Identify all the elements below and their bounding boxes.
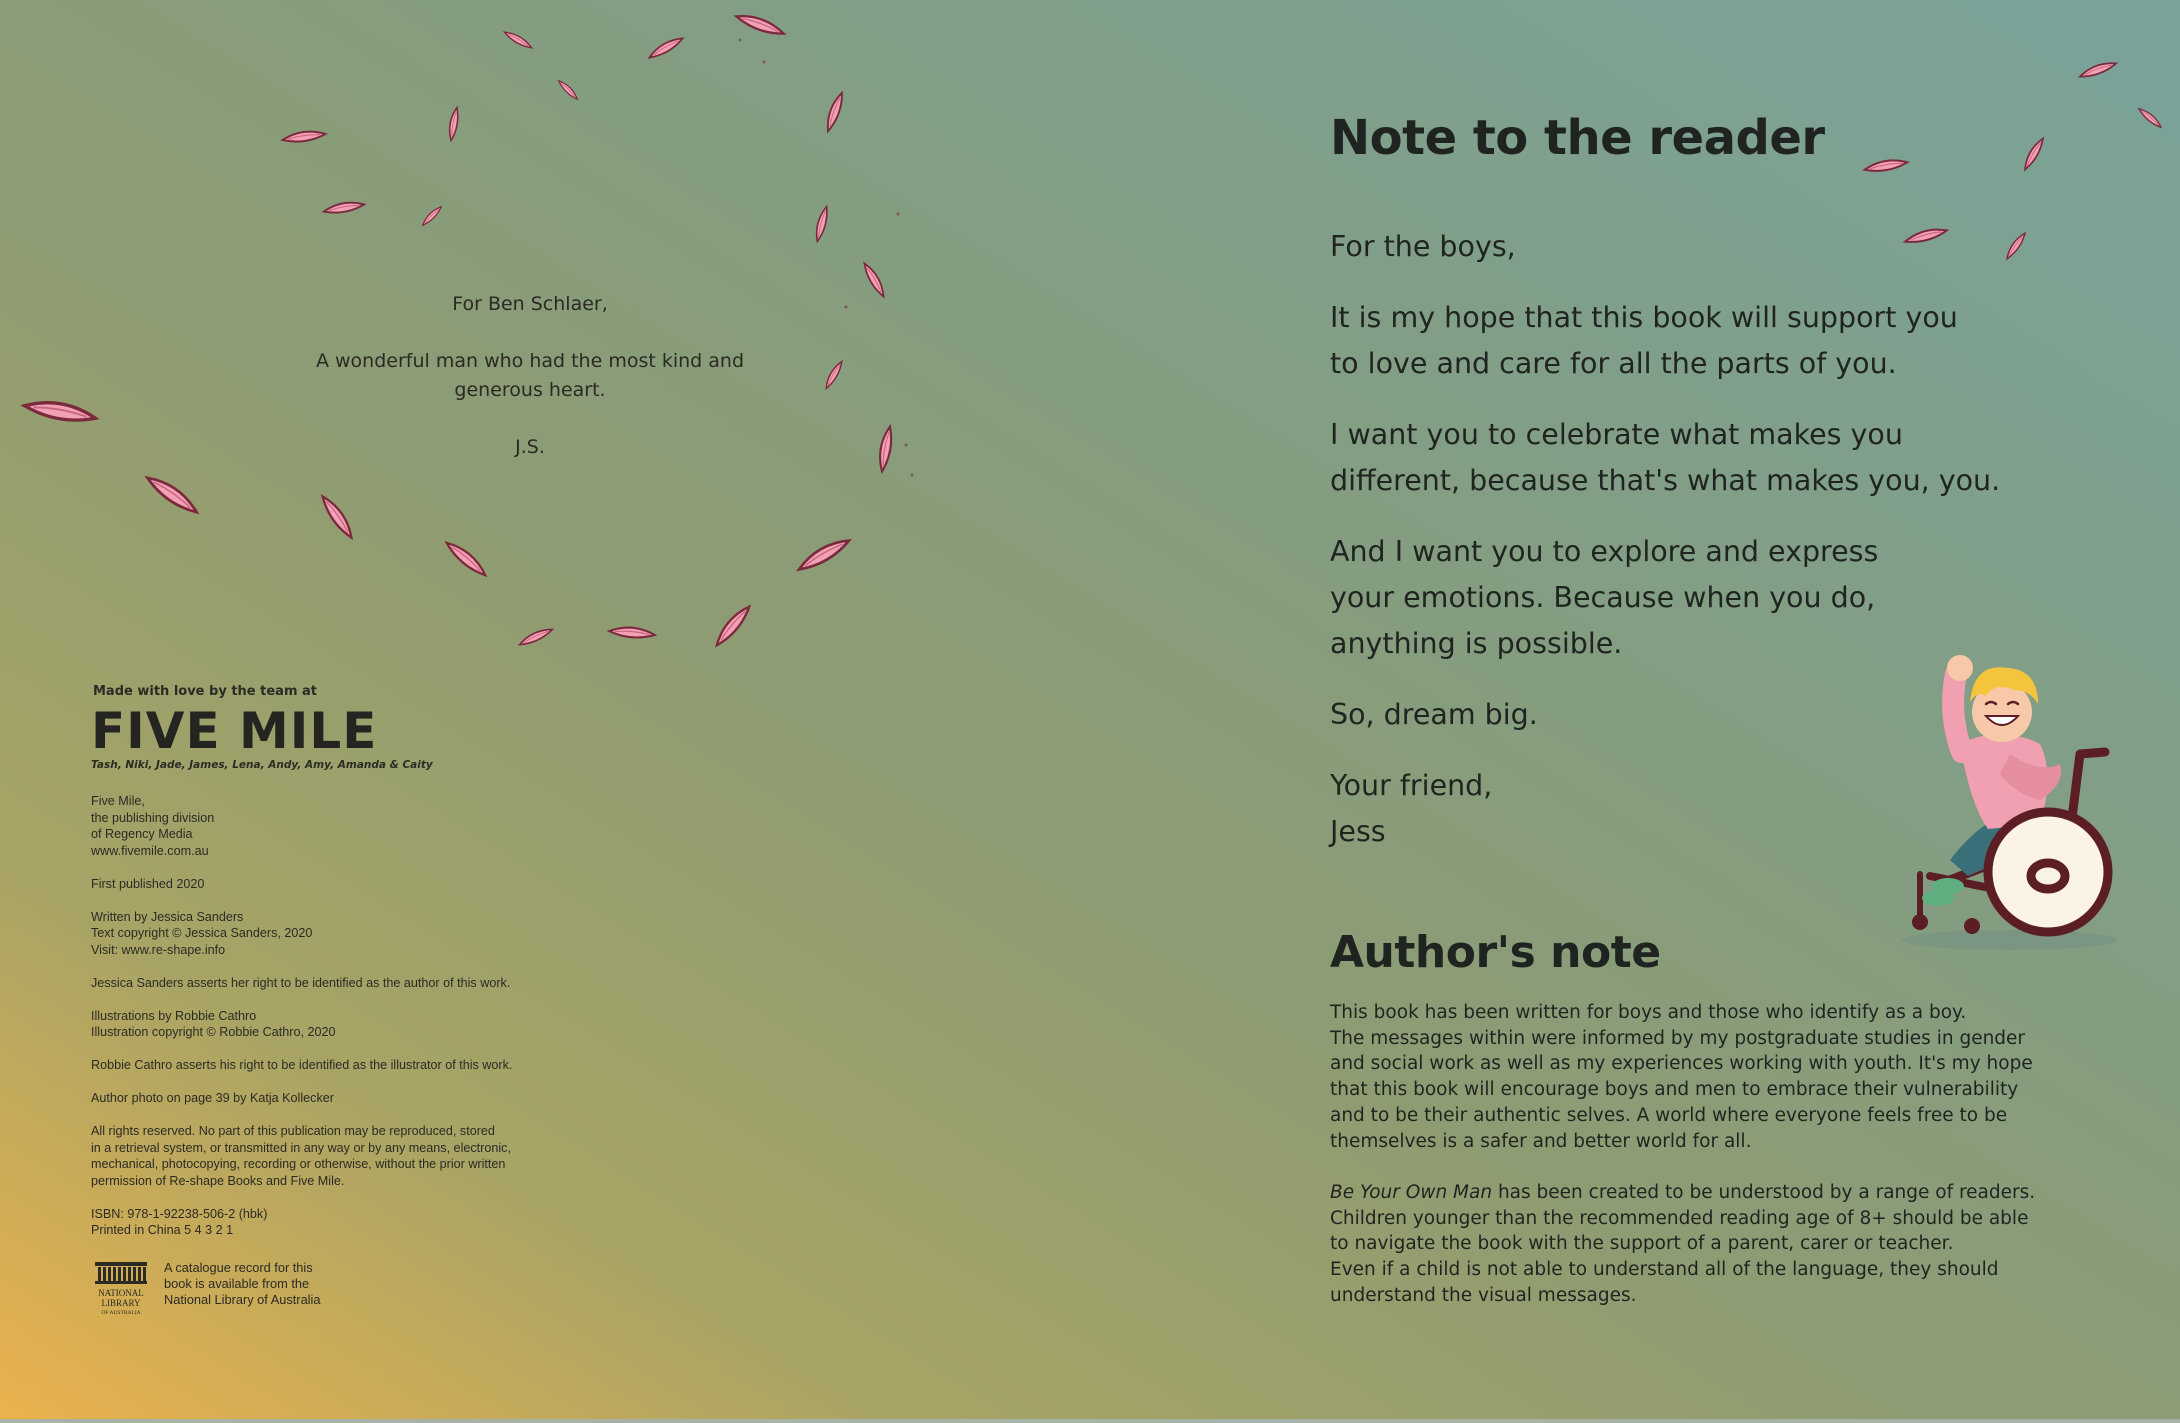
leaf-icon	[319, 493, 357, 540]
made-with-love-label: Made with love by the team at	[93, 684, 318, 699]
first-published: First published 2020	[91, 876, 205, 891]
author-note-line-rest: has been created to be understood by a range of readers.	[1492, 1181, 2036, 1203]
leaf-icon	[796, 535, 852, 574]
author-note-body	[1330, 1000, 2036, 1334]
leaf-icon	[503, 29, 533, 50]
note-paragraph	[1330, 412, 2050, 504]
author-note-line: themselves is a safer and better world for all.	[1330, 1130, 1752, 1152]
writer-website: Visit: www.re-shape.info	[91, 942, 226, 957]
author-note-line: Even if a child is not able to understand all of the language, they should	[1330, 1259, 1999, 1281]
catalogue-line: book is available from the	[164, 1276, 310, 1291]
leaf-icon	[824, 91, 846, 132]
dedication-message-line: generous heart.	[454, 379, 606, 401]
note-line: anything is possible.	[1330, 627, 1623, 660]
note-line: to love and care for all the parts of you.	[1330, 347, 1897, 380]
note-paragraph	[1330, 224, 2050, 270]
book-title: Be Your Own Man	[1330, 1181, 1493, 1203]
author-note-line: that this book will encourage boys and men to embrace their vulnerability	[1330, 1079, 2019, 1101]
leaf-icon	[877, 426, 894, 473]
leaf-icon	[647, 35, 684, 61]
rights-line: permission of Re-shape Books and Five Mile.	[91, 1173, 345, 1188]
team-names: Tash, Niki, Jade, James, Lena, Andy, Amy, Amanda & Caity	[91, 759, 433, 771]
author-note-line: Children younger than the recommended reading age of 8+ should be able	[1330, 1207, 2029, 1229]
illustrator-line: Illustration copyright © Robbie Cathro, 2020	[91, 1025, 336, 1039]
leaf-icon	[557, 79, 580, 102]
author-note-paragraph	[1330, 1180, 2036, 1309]
note-line: For the boys,	[1330, 230, 1516, 263]
isbn-info	[91, 1206, 651, 1239]
leaf-icon	[144, 472, 200, 517]
note-line: your emotions. Because when you do,	[1330, 581, 1876, 614]
note-paragraph	[1330, 295, 2050, 387]
leaf-icon	[712, 603, 752, 648]
leaf-icon	[2021, 136, 2045, 171]
note-line: I want you to celebrate what makes you	[1330, 418, 1903, 451]
leaf-icon	[2078, 59, 2117, 80]
leaf-icon	[2137, 106, 2163, 129]
leaf-icon	[823, 360, 844, 390]
publisher-line: Five Mile,	[91, 794, 145, 808]
rights-line: mechanical, photocopying, recording or otherwise, without the prior written	[91, 1157, 506, 1171]
isbn-line: ISBN: 978-1-92238-506-2 (hbk)	[91, 1206, 268, 1221]
author-photo-credit: Author photo on page 39 by Katja Kollecker	[91, 1091, 334, 1105]
publisher-line: of Regency Media	[91, 827, 193, 841]
note-line: So, dream big.	[1330, 698, 1538, 731]
note-line: And I want you to explore and express	[1330, 535, 1879, 568]
writer-line: Text copyright © Jessica Sanders, 2020	[91, 926, 313, 940]
leaf-icon	[444, 538, 489, 578]
note-line: different, because that's what makes you, you.	[1330, 464, 2001, 497]
dedication-initials: J.S.	[515, 436, 545, 458]
author-rights: Jessica Sanders asserts her right to be identified as the author of this work.	[91, 975, 511, 990]
author-note-line: understand the visual messages.	[1330, 1284, 1637, 1306]
printed-line: Printed in China 5 4 3 2 1	[91, 1223, 234, 1237]
note-line: It is my hope that this book will support you	[1330, 301, 1958, 334]
imprint-block	[91, 684, 651, 1316]
illustrator-rights: Robbie Cathro asserts his right to be identified as the illustrator of this work.	[91, 1058, 513, 1072]
national-library-logo-icon	[93, 1258, 149, 1318]
leaf-icon	[23, 398, 97, 425]
catalogue-line: A catalogue record for this	[164, 1260, 313, 1275]
dedication-message-line: A wonderful man who had the most kind and	[315, 350, 745, 372]
author-note-line: This book has been written for boys and those who identify as a boy.	[1330, 1002, 1967, 1023]
author-note-line: and to be their authentic selves. A world where everyone feels free to be	[1330, 1104, 2008, 1126]
catalogue-record	[164, 1260, 321, 1308]
boy-in-wheelchair-illustration	[1890, 624, 2130, 954]
author-note-line: The messages within were informed by my postgraduate studies in gender	[1330, 1027, 2026, 1049]
copyright-text	[91, 793, 651, 1239]
publisher-line: the publishing division	[91, 810, 215, 825]
writer-info	[91, 909, 651, 959]
leaf-icon	[861, 261, 887, 298]
rights-line: in a retrieval system, or transmitted in any way or by any means, electronic,	[91, 1140, 511, 1155]
author-note-heading: Author's note	[1330, 927, 1661, 978]
author-note-paragraph	[1330, 1000, 2033, 1154]
svg-text:LIBRARY: LIBRARY	[101, 1298, 141, 1308]
svg-text:NATIONAL: NATIONAL	[98, 1288, 144, 1298]
author-note-line	[1330, 1180, 2036, 1206]
author-note-line: and social work as well as my experiences working with youth. It's my hope	[1330, 1053, 2033, 1075]
five-mile-logo: FIVE MILE	[91, 702, 378, 760]
rights-reserved	[91, 1123, 651, 1189]
illustrator-line: Illustrations by Robbie Cathro	[91, 1008, 257, 1023]
rights-line: All rights reserved. No part of this publication may be reproduced, stored	[91, 1124, 495, 1138]
writer-line: Written by Jessica Sanders	[91, 909, 244, 924]
leaf-icon	[1864, 157, 1908, 173]
note-line: Your friend,	[1330, 769, 1493, 802]
svg-text:OF AUSTRALIA: OF AUSTRALIA	[101, 1310, 141, 1316]
leaf-icon	[447, 107, 460, 141]
dedication	[300, 290, 760, 490]
illustrator-info	[91, 1008, 651, 1041]
note-signature: Jess	[1330, 815, 1386, 848]
catalogue-line: National Library of Australia	[164, 1292, 321, 1307]
leaf-icon	[421, 205, 444, 228]
leaf-icon	[323, 200, 365, 215]
leaf-icon	[813, 206, 830, 243]
publisher-info	[91, 793, 651, 859]
leaf-icon	[518, 626, 554, 648]
author-note-line: to navigate the book with the support of a parent, carer or teacher.	[1330, 1233, 1954, 1255]
dedication-line: For Ben Schlaer,	[452, 293, 608, 315]
leaf-icon	[282, 129, 326, 144]
publisher-website: www.fivemile.com.au	[91, 843, 209, 858]
leaf-icon	[609, 626, 655, 639]
note-heading: Note to the reader	[1330, 110, 1825, 166]
dedication-message	[300, 347, 760, 405]
leaf-icon	[735, 11, 786, 38]
